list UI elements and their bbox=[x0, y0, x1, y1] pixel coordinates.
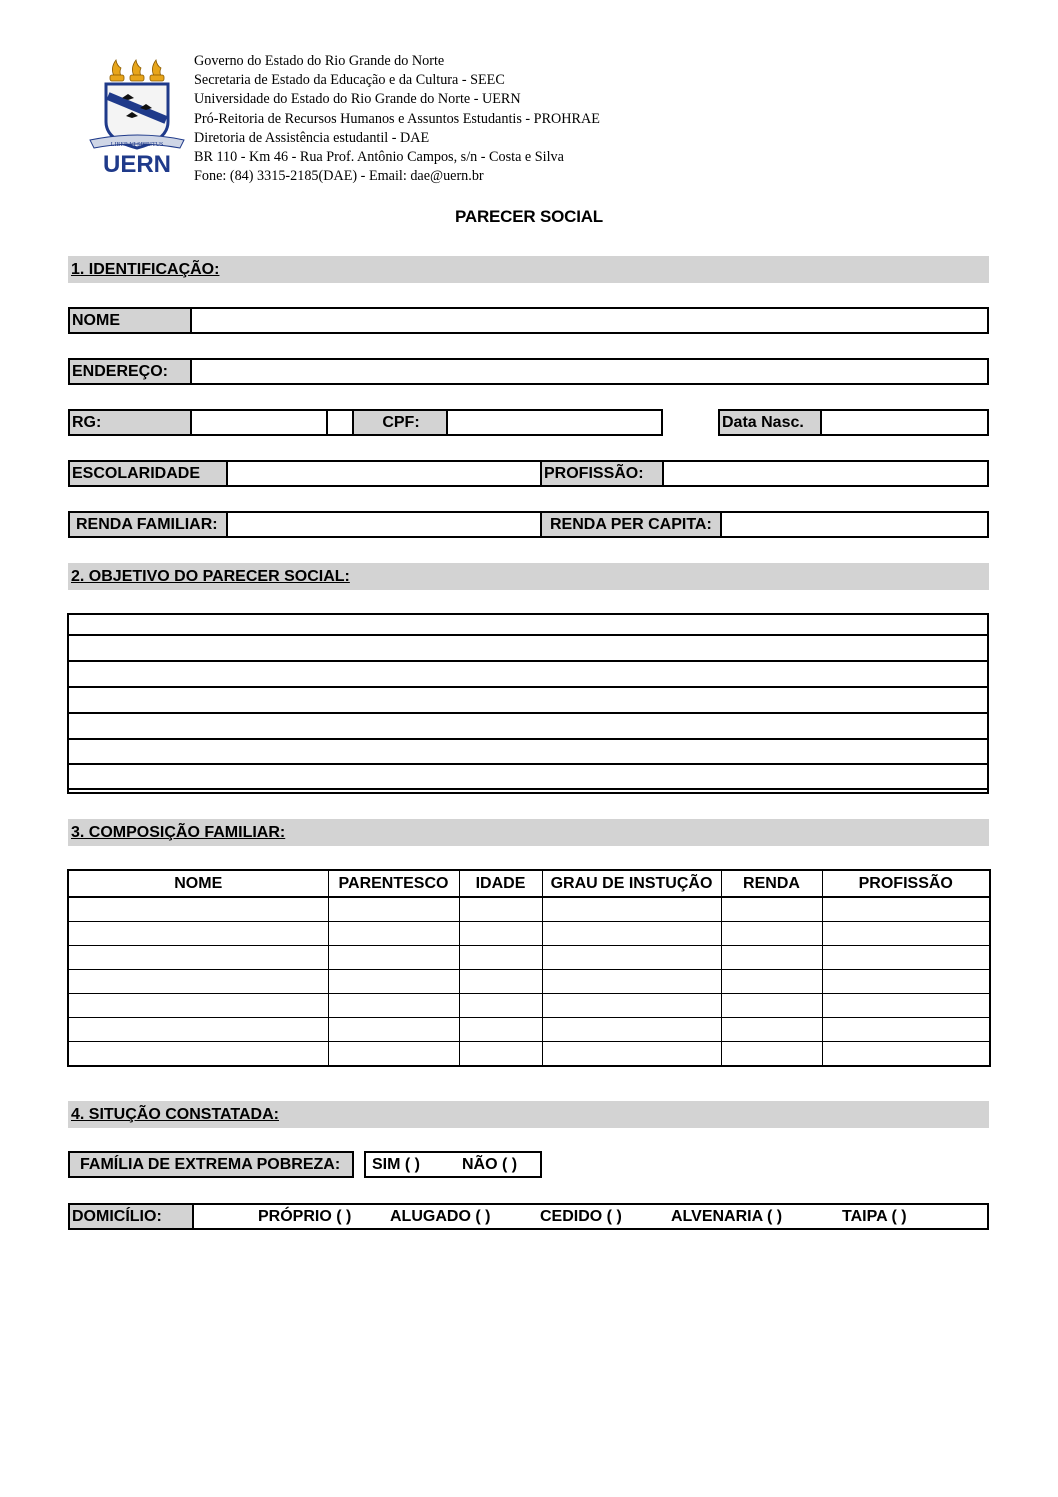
col-header-nome: NOME bbox=[68, 870, 328, 897]
page-title: PARECER SOCIAL bbox=[454, 207, 603, 226]
extrema-pobreza-options bbox=[364, 1151, 542, 1178]
cell-nome[interactable] bbox=[68, 922, 328, 946]
ruled-line bbox=[69, 686, 987, 688]
section-objetivo: 2. OBJETIVO DO PARECER SOCIAL: bbox=[68, 563, 989, 590]
cell-renda[interactable] bbox=[721, 970, 822, 994]
header-line: Secretaria de Estado da Educação e da Cultura - SEEC bbox=[194, 72, 505, 89]
col-header-renda: RENDA bbox=[721, 870, 822, 897]
row-renda bbox=[68, 511, 989, 538]
proprio-checkbox[interactable]: PRÓPRIO ( ) bbox=[258, 1208, 352, 1225]
cell-parentesco[interactable] bbox=[328, 946, 459, 970]
cell-parentesco[interactable] bbox=[328, 970, 459, 994]
cell-parentesco[interactable] bbox=[328, 1042, 459, 1067]
cell-renda[interactable] bbox=[721, 897, 822, 922]
cell-profissao[interactable] bbox=[822, 1018, 990, 1042]
row-domicilio bbox=[68, 1203, 989, 1230]
row-documentos bbox=[68, 409, 989, 436]
header-line: Universidade do Estado do Rio Grande do Norte - UERN bbox=[194, 91, 521, 108]
sim-checkbox[interactable]: SIM ( ) bbox=[372, 1156, 420, 1173]
table-row bbox=[68, 994, 990, 1018]
rg-field[interactable] bbox=[190, 409, 328, 436]
alvenaria-checkbox[interactable]: ALVENARIA ( ) bbox=[671, 1208, 783, 1225]
nome-label: NOME bbox=[68, 307, 192, 334]
header-line: BR 110 - Km 46 - Rua Prof. Antônio Campos, s/n - Costa e Silva bbox=[194, 149, 564, 166]
cell-nome[interactable] bbox=[68, 1042, 328, 1067]
profissao-label: PROFISSÃO: bbox=[540, 460, 664, 487]
cell-profissao[interactable] bbox=[822, 970, 990, 994]
header-line: Pró-Reitoria de Recursos Humanos e Assuntos Estudantis - PROHRAE bbox=[194, 110, 600, 127]
cell-grau-instrucao[interactable] bbox=[542, 970, 721, 994]
col-header-parentesco: PARENTESCO bbox=[328, 870, 459, 897]
table-row bbox=[68, 1018, 990, 1042]
renda-familiar-label: RENDA FAMILIAR: bbox=[68, 511, 228, 538]
cell-renda[interactable] bbox=[721, 1042, 822, 1067]
col-header-profissao: PROFISSÃO bbox=[822, 870, 990, 897]
endereco-field[interactable] bbox=[190, 358, 989, 385]
cell-idade[interactable] bbox=[459, 1042, 542, 1067]
nome-field[interactable] bbox=[190, 307, 989, 334]
cell-nome[interactable] bbox=[68, 1018, 328, 1042]
escolaridade-label: ESCOLARIDADE bbox=[68, 460, 228, 487]
renda-per-capita-field[interactable] bbox=[720, 511, 989, 538]
ruled-line bbox=[69, 712, 987, 714]
family-composition-table bbox=[67, 869, 991, 1067]
cedido-checkbox[interactable]: CEDIDO ( ) bbox=[540, 1208, 622, 1225]
cell-renda[interactable] bbox=[721, 946, 822, 970]
col-header-idade: IDADE bbox=[459, 870, 542, 897]
header-line: Fone: (84) 3315-2185(DAE) - Email: dae@uern.br bbox=[194, 168, 484, 185]
cell-profissao[interactable] bbox=[822, 897, 990, 922]
cell-parentesco[interactable] bbox=[328, 1018, 459, 1042]
cell-nome[interactable] bbox=[68, 994, 328, 1018]
ruled-line bbox=[69, 763, 987, 765]
rg-label: RG: bbox=[68, 409, 192, 436]
section-composicao: 3. COMPOSIÇÃO FAMILIAR: bbox=[68, 819, 989, 846]
data-nasc-label: Data Nasc. bbox=[718, 409, 822, 436]
col-header-grau-instrucao: GRAU DE INSTUÇÃO bbox=[542, 870, 721, 897]
escolaridade-field[interactable] bbox=[226, 460, 542, 487]
logo-motto: LIBER VI SPIRITUS bbox=[110, 142, 164, 148]
uern-logo bbox=[86, 56, 188, 176]
cell-idade[interactable] bbox=[459, 994, 542, 1018]
cell-idade[interactable] bbox=[459, 922, 542, 946]
row-endereco bbox=[68, 358, 989, 385]
uern-crest-icon bbox=[86, 56, 188, 176]
cell-grau-instrucao[interactable] bbox=[542, 897, 721, 922]
section-situacao: 4. SITUÇÃO CONSTATADA: bbox=[68, 1101, 989, 1128]
cell-nome[interactable] bbox=[68, 946, 328, 970]
table-row bbox=[68, 897, 990, 922]
table-row bbox=[68, 946, 990, 970]
cell-nome[interactable] bbox=[68, 897, 328, 922]
cell-grau-instrucao[interactable] bbox=[542, 994, 721, 1018]
table-row bbox=[68, 922, 990, 946]
section-identificacao: 1. IDENTIFICAÇÃO: bbox=[68, 256, 989, 283]
cell-renda[interactable] bbox=[721, 994, 822, 1018]
family-table-body bbox=[68, 897, 990, 1066]
profissao-field[interactable] bbox=[662, 460, 989, 487]
nao-checkbox[interactable]: NÃO ( ) bbox=[462, 1156, 518, 1173]
cpf-label: CPF: bbox=[352, 409, 448, 436]
cell-grau-instrucao[interactable] bbox=[542, 1018, 721, 1042]
cell-idade[interactable] bbox=[459, 1018, 542, 1042]
alugado-checkbox[interactable]: ALUGADO ( ) bbox=[390, 1208, 491, 1225]
renda-familiar-field[interactable] bbox=[226, 511, 542, 538]
domicilio-label: DOMICÍLIO: bbox=[68, 1203, 194, 1230]
cell-renda[interactable] bbox=[721, 1018, 822, 1042]
row-extrema-pobreza bbox=[68, 1151, 542, 1178]
cell-profissao[interactable] bbox=[822, 946, 990, 970]
cell-grau-instrucao[interactable] bbox=[542, 922, 721, 946]
cell-profissao[interactable] bbox=[822, 1042, 990, 1067]
row-escolaridade bbox=[68, 460, 989, 487]
cell-profissao[interactable] bbox=[822, 994, 990, 1018]
cell-nome[interactable] bbox=[68, 970, 328, 994]
cell-idade[interactable] bbox=[459, 946, 542, 970]
renda-per-capita-label: RENDA PER CAPITA: bbox=[540, 511, 722, 538]
endereco-label: ENDEREÇO: bbox=[68, 358, 192, 385]
objetivo-text-area[interactable] bbox=[67, 613, 989, 794]
table-row bbox=[68, 970, 990, 994]
cell-grau-instrucao[interactable] bbox=[542, 946, 721, 970]
rg-extra-field[interactable] bbox=[326, 409, 354, 436]
ruled-line bbox=[69, 738, 987, 740]
cell-renda[interactable] bbox=[721, 922, 822, 946]
cell-profissao[interactable] bbox=[822, 922, 990, 946]
data-nasc-field[interactable] bbox=[820, 409, 989, 436]
domicilio-options bbox=[192, 1203, 989, 1230]
cell-grau-instrucao[interactable] bbox=[542, 1042, 721, 1067]
header-line: Governo do Estado do Rio Grande do Norte bbox=[194, 53, 445, 69]
table-row bbox=[68, 1042, 990, 1067]
cpf-field[interactable] bbox=[446, 409, 663, 436]
ruled-line bbox=[69, 660, 987, 662]
extrema-pobreza-label: FAMÍLIA DE EXTREMA POBREZA: bbox=[68, 1151, 354, 1178]
header-line: Diretoria de Assistência estudantil - DAE bbox=[194, 129, 430, 146]
cell-parentesco[interactable] bbox=[328, 897, 459, 922]
ruled-line bbox=[69, 634, 987, 636]
ruled-line bbox=[69, 788, 987, 790]
logo-text: UERN bbox=[102, 151, 172, 176]
table-header-row bbox=[68, 870, 990, 897]
cell-idade[interactable] bbox=[459, 970, 542, 994]
cell-parentesco[interactable] bbox=[328, 922, 459, 946]
taipa-checkbox[interactable]: TAIPA ( ) bbox=[842, 1208, 907, 1225]
cell-idade[interactable] bbox=[459, 897, 542, 922]
row-nome bbox=[68, 307, 989, 334]
institution-header bbox=[194, 52, 754, 186]
cell-parentesco[interactable] bbox=[328, 994, 459, 1018]
